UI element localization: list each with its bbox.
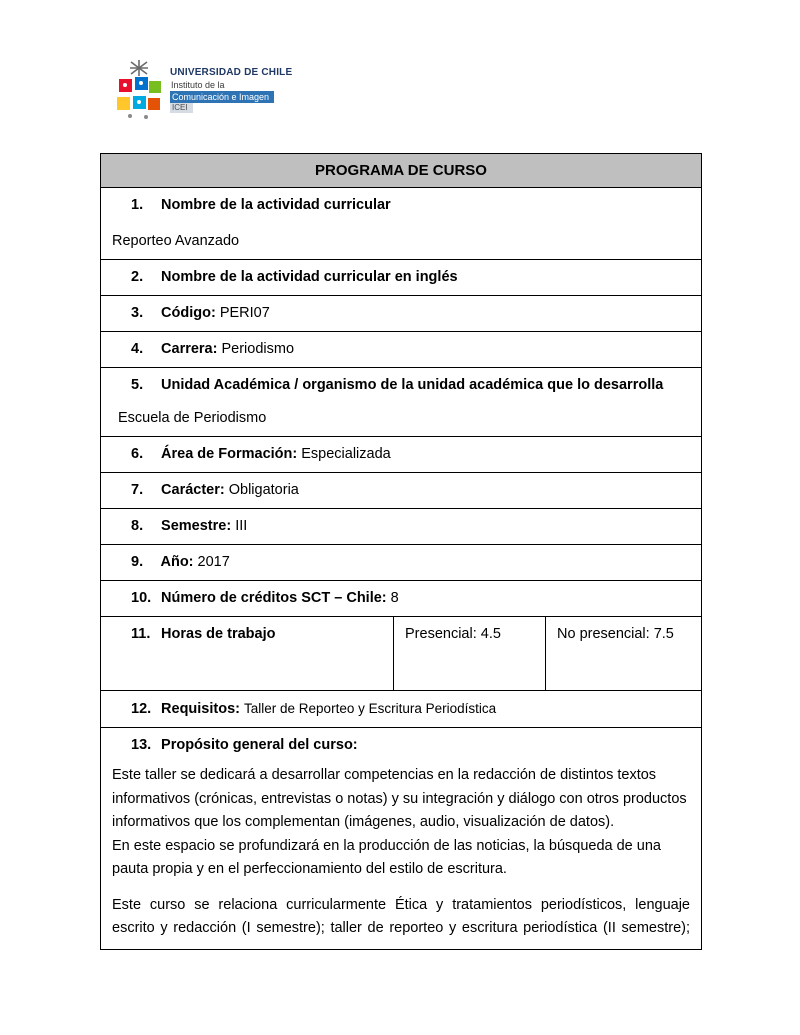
- university-logo: [116, 58, 292, 122]
- proposito-paragraph-1: Este taller se dedicará a desarrollar competencias en la redacción de distintos textos informativos (crónicas, entrevistas o notas) y su integración y diálogo con otros productos informativos que los complementan (imágenes, audio, visualización de datos).: [112, 767, 687, 830]
- value-nombre-actividad: Reporteo Avanzado: [112, 233, 240, 249]
- field-proposito: [112, 736, 690, 755]
- field-area-formacion: [112, 445, 690, 464]
- row-carrera: [101, 332, 702, 368]
- field-ano: [112, 553, 690, 572]
- table-header-row: [101, 154, 702, 188]
- item-label: Carrera:: [161, 341, 218, 357]
- cell-horas-presencial: [394, 617, 546, 691]
- course-program-table: [100, 153, 702, 950]
- item-label: Horas de trabajo: [161, 626, 276, 642]
- item-number: 3.: [131, 305, 144, 321]
- cell-requisitos: [101, 691, 702, 728]
- item-label: Requisitos:: [161, 701, 240, 717]
- value-presencial: Presencial: 4.5: [405, 626, 501, 642]
- item-label: Semestre:: [161, 518, 232, 534]
- row-nombre-actividad: [101, 188, 702, 260]
- university-logo-text: [170, 67, 292, 113]
- row-unidad-academica: [101, 368, 702, 437]
- item-value: Periodismo: [221, 341, 295, 357]
- cell-area-formacion: [101, 437, 702, 473]
- field-caracter: [112, 481, 690, 500]
- item-value: 2017: [197, 554, 230, 570]
- item-label: Nombre de la actividad curricular en inglés: [161, 269, 458, 285]
- item-number: 9.: [131, 554, 144, 570]
- item-number: 5.: [131, 377, 144, 393]
- item-number: 2.: [131, 269, 144, 285]
- item-label: Nombre de la actividad curricular: [161, 197, 391, 213]
- field-codigo: [112, 304, 690, 323]
- table-title: PROGRAMA DE CURSO: [101, 154, 702, 188]
- row-proposito: [101, 728, 702, 950]
- cell-ano: [101, 545, 702, 581]
- row-nombre-ingles: [101, 260, 702, 296]
- item-number: 1.: [131, 197, 144, 213]
- proposito-paragraph-2: En este espacio se profundizará en la producción de las noticias, la búsqueda de una pauta propia y en el perfeccionamiento del estilo de escritura.: [112, 837, 661, 877]
- cell-nombre-actividad: [101, 188, 702, 260]
- institute-line-2: Comunicación e Imagen: [170, 91, 274, 103]
- item-number: 13.: [131, 737, 152, 753]
- item-value: III: [235, 518, 248, 534]
- item-label: Número de créditos SCT – Chile:: [161, 590, 387, 606]
- field-creditos: [112, 589, 690, 608]
- field-requisitos: [112, 699, 690, 719]
- field-nombre-ingles: [112, 268, 690, 287]
- row-caracter: [101, 473, 702, 509]
- university-emblem-icon: [116, 58, 162, 122]
- cell-codigo: [101, 296, 702, 332]
- university-name: UNIVERSIDAD DE CHILE: [170, 66, 293, 78]
- cell-unidad-academica: [101, 368, 702, 437]
- institute-line-1: Instituto de la: [171, 80, 225, 91]
- row-codigo: [101, 296, 702, 332]
- row-semestre: [101, 509, 702, 545]
- field-unidad-academica: [112, 376, 690, 395]
- item-number: 6.: [131, 446, 144, 462]
- cell-horas-trabajo: [101, 617, 394, 691]
- item-value: Taller de Reporteo y Escritura Periodística: [244, 701, 497, 716]
- field-horas-trabajo: [112, 625, 382, 644]
- item-number: 10.: [131, 590, 152, 606]
- item-value: Especializada: [301, 446, 391, 462]
- cell-carrera: [101, 332, 702, 368]
- cell-proposito: [101, 728, 702, 950]
- item-number: 8.: [131, 518, 144, 534]
- field-nombre-actividad: [112, 196, 690, 215]
- row-area-formacion: [101, 437, 702, 473]
- cell-caracter: [101, 473, 702, 509]
- item-label: Año:: [160, 554, 194, 570]
- field-carrera: [112, 340, 690, 359]
- value-unidad-academica: Escuela de Periodismo: [118, 410, 267, 426]
- value-no-presencial: No presencial: 7.5: [557, 626, 674, 642]
- institute-acronym: ICEI: [170, 103, 193, 113]
- proposito-paragraph-3: Este curso se relaciona curricularmente Ética y tratamientos periodísticos, lenguaje escrito y redacción (I semestre); taller de reporteo y escritura periodística (II semestre);: [112, 896, 690, 936]
- item-value: 8: [390, 590, 399, 606]
- item-number: 11.: [131, 626, 151, 642]
- row-requisitos: [101, 691, 702, 728]
- row-horas-trabajo: [101, 617, 702, 691]
- item-value: Obligatoria: [228, 482, 299, 498]
- item-number: 12.: [131, 701, 152, 717]
- item-label: Código:: [161, 305, 216, 321]
- item-value: PERI07: [219, 305, 270, 321]
- item-label: Propósito general del curso:: [161, 737, 358, 753]
- item-label: Unidad Académica / organismo de la unidad académica que lo desarrolla: [161, 377, 664, 393]
- cell-semestre: [101, 509, 702, 545]
- item-label: Carácter:: [161, 482, 225, 498]
- row-ano: [101, 545, 702, 581]
- cell-horas-no-presencial: [546, 617, 702, 691]
- item-label: Área de Formación:: [161, 446, 298, 462]
- field-semestre: [112, 517, 690, 536]
- cell-nombre-ingles: [101, 260, 702, 296]
- item-number: 7.: [131, 482, 144, 498]
- row-creditos: [101, 581, 702, 617]
- cell-creditos: [101, 581, 702, 617]
- item-number: 4.: [131, 341, 144, 357]
